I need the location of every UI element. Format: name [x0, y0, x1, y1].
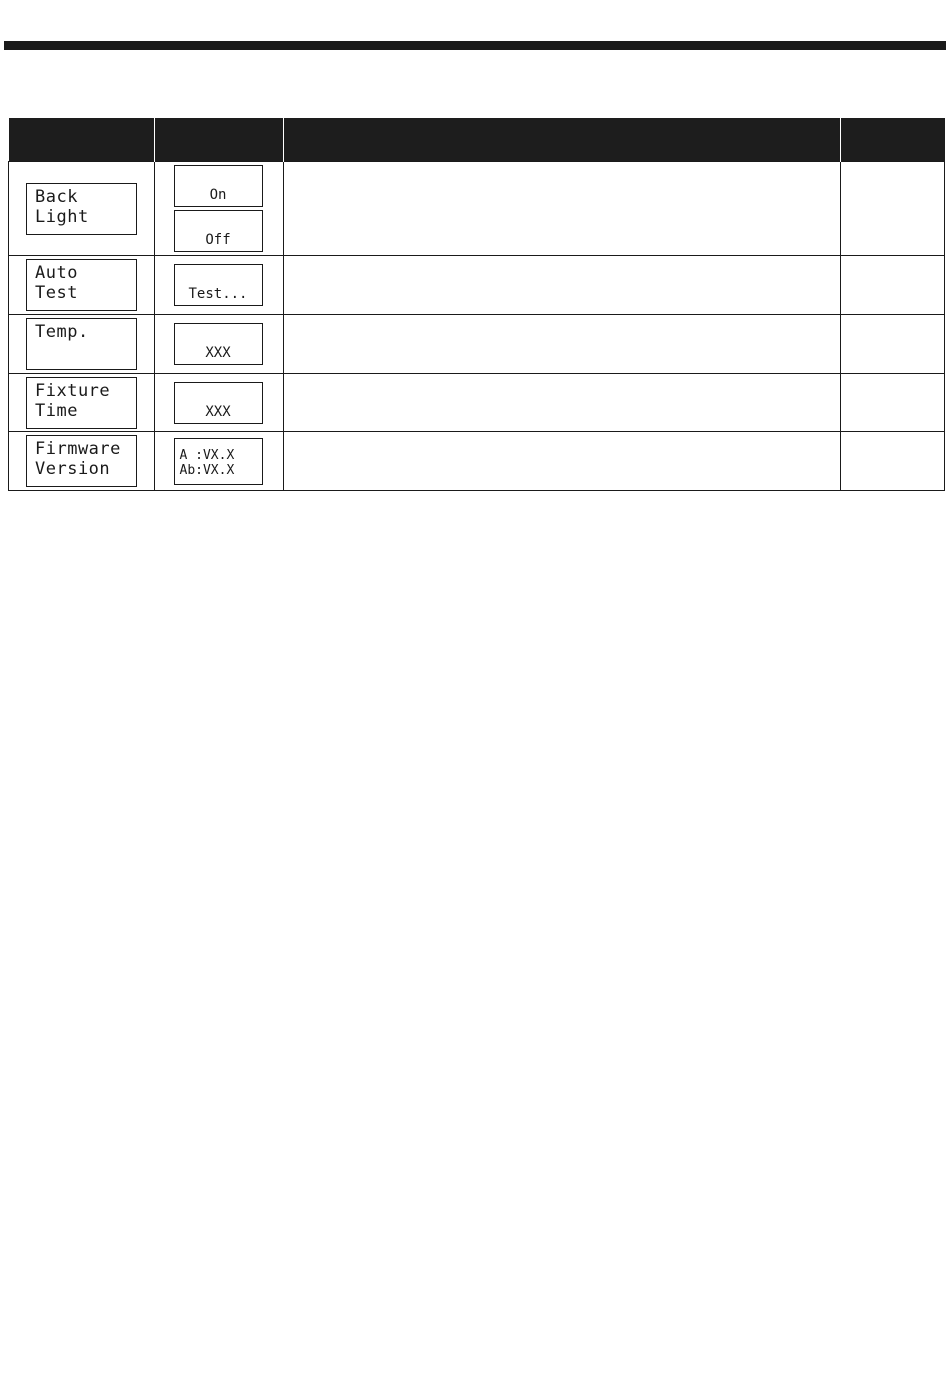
value-cell [154, 315, 283, 374]
lcd-menu-display[interactable]: Temp. [26, 318, 137, 370]
menu-cell [9, 432, 155, 491]
default-cell [840, 374, 945, 432]
menu-cell [9, 315, 155, 374]
lcd-value-off[interactable]: Off [174, 210, 263, 252]
description-cell [283, 374, 840, 432]
lcd-value-fixture-time[interactable]: XXX [174, 382, 263, 424]
table-row-backlight [9, 162, 945, 256]
default-cell [840, 256, 945, 315]
header-rule [4, 41, 946, 50]
header-cell-description [283, 118, 840, 162]
table-header-row [9, 118, 945, 162]
header-cell-menu [9, 118, 155, 162]
value-cell [154, 374, 283, 432]
menu-cell [9, 162, 155, 256]
menu-cell [9, 374, 155, 432]
lcd-menu-display[interactable]: Fixture Time [26, 377, 137, 429]
header-cell-default [840, 118, 945, 162]
default-cell [840, 432, 945, 491]
default-cell [840, 315, 945, 374]
header-cell-value [154, 118, 283, 162]
value-cell [154, 162, 283, 256]
menu-cell [9, 256, 155, 315]
lcd-value-firmware[interactable]: A :VX.X Ab:VX.X [174, 438, 263, 485]
table-row-fixture-time [9, 374, 945, 432]
value-cell [154, 432, 283, 491]
lcd-value-test[interactable]: Test... [174, 264, 263, 306]
lcd-value-on[interactable]: On [174, 165, 263, 207]
menu-table [8, 118, 945, 491]
description-cell [283, 315, 840, 374]
lcd-menu-display[interactable]: Firmware Version [26, 435, 137, 487]
table-row-temp [9, 315, 945, 374]
description-cell [283, 256, 840, 315]
lcd-menu-display[interactable]: Auto Test [26, 259, 137, 311]
description-cell [283, 162, 840, 256]
description-cell [283, 432, 840, 491]
lcd-menu-display[interactable]: Back Light [26, 183, 137, 235]
default-cell [840, 162, 945, 256]
table-row-auto-test [9, 256, 945, 315]
lcd-value-temp[interactable]: XXX [174, 323, 263, 365]
value-cell [154, 256, 283, 315]
table-row-firmware-version [9, 432, 945, 491]
